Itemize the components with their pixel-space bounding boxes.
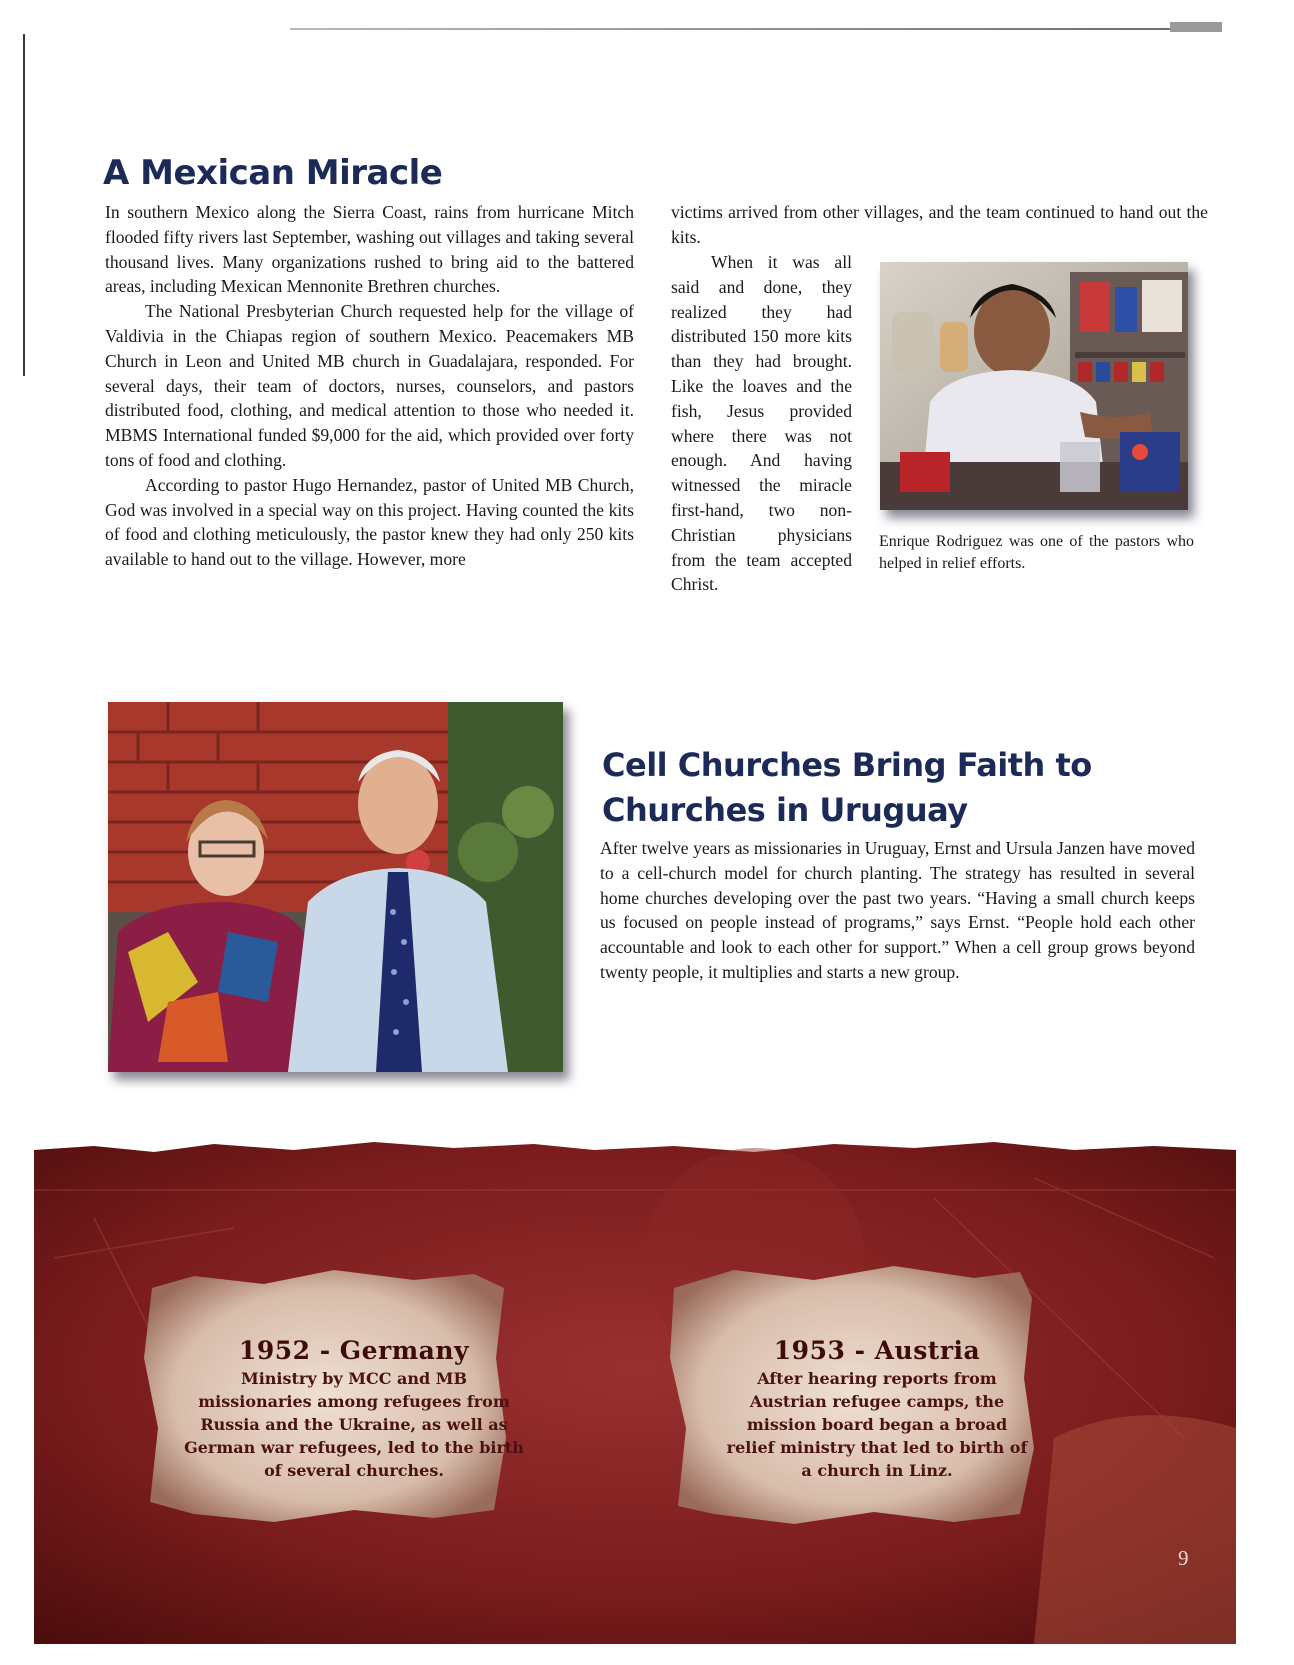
timeline-entry-year: 1952 - Germany [238, 1336, 470, 1365]
top-rule [290, 28, 1220, 30]
article1-paragraph-4: victims arrived from other villages, and the team continued to hand out the kits. [671, 202, 1208, 247]
timeline-entry-text: After hearing reports from Austrian refugee camps, the mission board began a broad relief ministry that led to birth of a church in Linz. [726, 1369, 1028, 1480]
left-rule [23, 34, 25, 376]
article1-paragraph-2: The National Presbyterian Church requested help for the village of Valdivia in the Chiapas region of southern Mexico. Peacemakers MB Church in Leon and United MB church in Guadalajara, responded. For several days, their team of doctors, nurses, counselors, and pastors distributed food, clothing, and medical attention to those who needed it. MBMS International funded $9,000 for the aid, which provided over forty tons of food and clothing. [105, 301, 634, 470]
article2-body [600, 836, 1195, 985]
article-title-cell-churches: Cell Churches Bring Faith to Churches in Uruguay [602, 746, 1092, 829]
article1-column-1 [105, 200, 634, 572]
article2-paragraph-1: After twelve years as missionaries in Uruguay, Ernst and Ursula Janzen have moved to a cell-church model for church planting. The strategy has resulted in several home churches developing over the past two years. “Having a small church keeps us focused on people instead of programs,” says Ernst. “People hold each other accountable and look to each other for support.” When a cell group grows beyond twenty people, it multiplies and starts a new group. [600, 838, 1195, 982]
article1-paragraph-1: In southern Mexico along the Sierra Coast, rains from hurricane Mitch flooded fifty rivers last September, washing out villages and taking several thousand lives. Many organizations rushed to bring aid to the battered areas, including Mexican Mennonite Brethren churches. [105, 202, 634, 297]
article-title-mexican-miracle: A Mexican Miracle [103, 153, 443, 193]
article1-paragraph-5: When it was all said and done, they realized they had distributed 150 more kits than they had brought. Like the loaves and the fish, Jesus provided where there was not enough. And having witnessed the miracle first-hand, two non-Christian physicians from the team accepted Christ. [671, 252, 852, 595]
article1-column-2-top [671, 200, 1208, 250]
photo-enrique-rodriguez [880, 262, 1188, 510]
page-number: 9 [1178, 1546, 1189, 1570]
article1-column-2-narrow [671, 250, 852, 597]
timeline-entry-year: 1953 - Austria [773, 1336, 981, 1365]
timeline-banner [34, 1138, 1236, 1644]
timeline-entry-1952 [184, 1336, 524, 1482]
photo-janzen-couple [108, 702, 563, 1072]
article1-paragraph-3: According to pastor Hugo Hernandez, pastor of United MB Church, God was involved in a special way on this project. Having counted the kits of food and clothing meticulously, the pastor knew they had only 250 kits available to hand out to the village. However, more [105, 474, 634, 570]
timeline-entry-1953 [722, 1336, 1032, 1482]
top-rule-end [1170, 22, 1222, 32]
photo-caption: Enrique Rodriguez was one of the pastors who helped in relief efforts. [879, 533, 1194, 572]
timeline-entry-text: Ministry by MCC and MB missionaries among refugees from Russia and the Ukraine, as well as German war refugees, led to the birth of several churches. [184, 1369, 524, 1480]
